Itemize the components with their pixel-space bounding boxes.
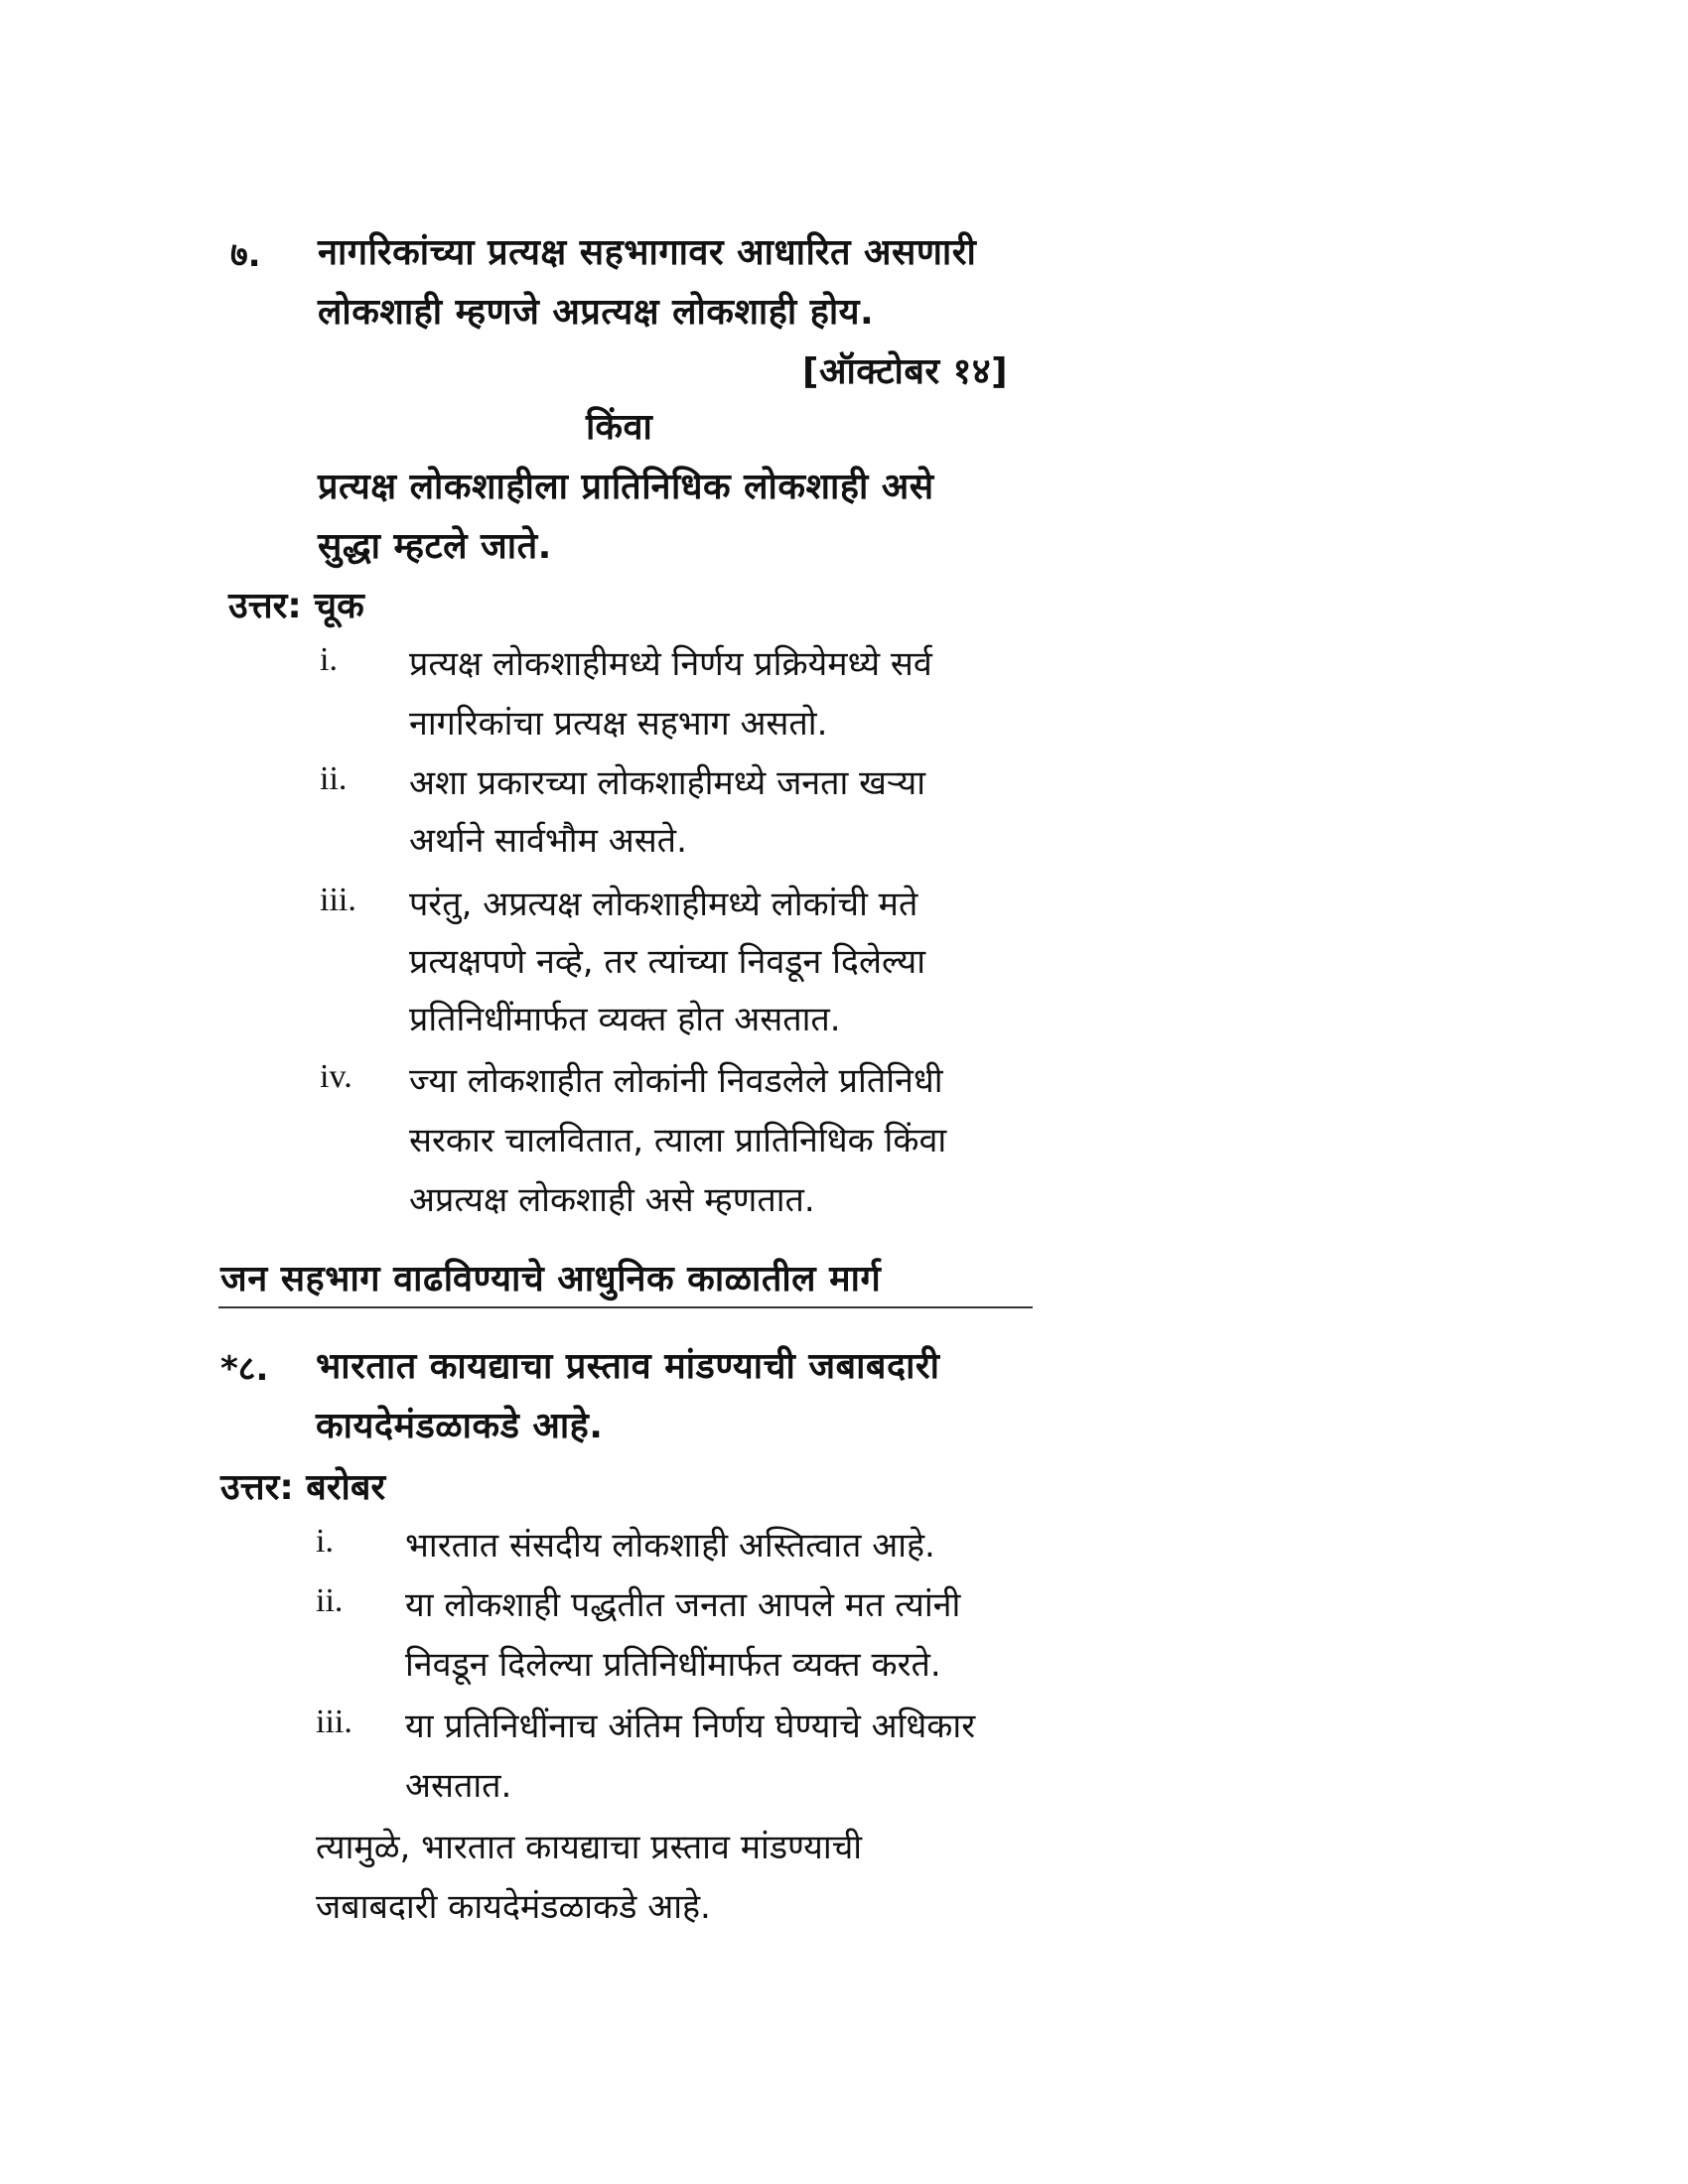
section-rule	[218, 1306, 1033, 1308]
question-8-line-1: भारतात कायद्याचा प्रस्ताव मांडण्याची जबाबदारी	[316, 1346, 940, 1387]
q8-point-1-line-1: भारतात संसदीय लोकशाही अस्तित्वात आहे.	[405, 1526, 935, 1566]
q7-point-2-line-2: अर्थाने सार्वभौम असते.	[409, 821, 687, 861]
q8-point-2-roman: ii.	[316, 1582, 344, 1619]
question-7-line-1: नागरिकांच्या प्रत्यक्ष सहभागावर आधारित असणारी	[318, 232, 977, 273]
q8-point-1-roman: i.	[316, 1523, 334, 1560]
question-8-answer: उत्तर: बरोबर	[220, 1467, 386, 1508]
q7-point-2-line-1: अशा प्रकारच्या लोकशाहीमध्ये जनता खऱ्या	[409, 763, 926, 803]
q7-point-4-line-1: ज्या लोकशाहीत लोकांनी निवडलेले प्रतिनिधी	[409, 1061, 943, 1101]
section-heading: जन सहभाग वाढविण्याचे आधुनिक काळातील मार्ग	[220, 1259, 882, 1299]
q8-conclusion-line-2: जबाबदारी कायदेमंडळाकडे आहे.	[316, 1887, 711, 1927]
question-7-or: किंवा	[586, 407, 653, 448]
question-7-alt-line-1: प्रत्यक्ष लोकशाहीला प्रातिनिधिक लोकशाही असे	[318, 467, 934, 507]
q7-point-4-line-2: सरकार चालवितात, त्याला प्रातिनिधिक किंवा	[409, 1121, 947, 1160]
q8-conclusion-line-1: त्यामुळे, भारतात कायद्याचा प्रस्ताव मांडण्याची	[316, 1828, 863, 1867]
question-7-reference: [ऑक्टोबर १४]	[802, 351, 1009, 392]
q8-point-3-line-2: असतात.	[405, 1766, 512, 1806]
question-7-line-2: लोकशाही म्हणजे अप्रत्यक्ष लोकशाही होय.	[318, 292, 875, 333]
question-7-answer: उत्तर: चूक	[228, 586, 364, 626]
q7-point-1-line-1: प्रत्यक्ष लोकशाहीमध्ये निर्णय प्रक्रियेमध्ये सर्व	[409, 644, 932, 684]
q7-point-3-line-1: परंतु, अप्रत्यक्ष लोकशाहीमध्ये लोकांची मते	[409, 885, 918, 924]
question-7-alt-line-2: सुद्धा म्हटले जाते.	[318, 526, 552, 567]
q8-point-2-line-2: निवडून दिलेल्या प्रतिनिधींमार्फत व्यक्त करते.	[405, 1645, 941, 1685]
q7-point-1-roman: i.	[320, 641, 338, 678]
q8-point-3-line-1: या प्रतिनिधींनाच अंतिम निर्णय घेण्याचे अधिकार	[405, 1706, 976, 1746]
q7-point-4-line-3: अप्रत्यक्ष लोकशाही असे म्हणतात.	[409, 1180, 815, 1220]
q7-point-4-roman: iv.	[320, 1058, 352, 1095]
q7-point-3-line-2: प्रत्यक्षपणे नव्हे, तर त्यांच्या निवडून दिलेल्या	[409, 942, 926, 982]
q7-point-2-roman: ii.	[320, 760, 348, 797]
q8-point-2-line-1: या लोकशाही पद्धतीत जनता आपले मत त्यांनी	[405, 1585, 961, 1625]
question-8-number: *८.	[220, 1349, 269, 1389]
q8-point-3-roman: iii.	[316, 1704, 352, 1740]
q7-point-1-line-2: नागरिकांचा प्रत्यक्ष सहभाग असतो.	[409, 704, 828, 744]
question-7-number: ७.	[230, 235, 261, 275]
q7-point-3-line-3: प्रतिनिधींमार्फत व्यक्त होत असतात.	[409, 1000, 841, 1039]
question-8-line-2: कायदेमंडळाकडे आहे.	[316, 1406, 604, 1446]
q7-point-3-roman: iii.	[320, 882, 356, 918]
